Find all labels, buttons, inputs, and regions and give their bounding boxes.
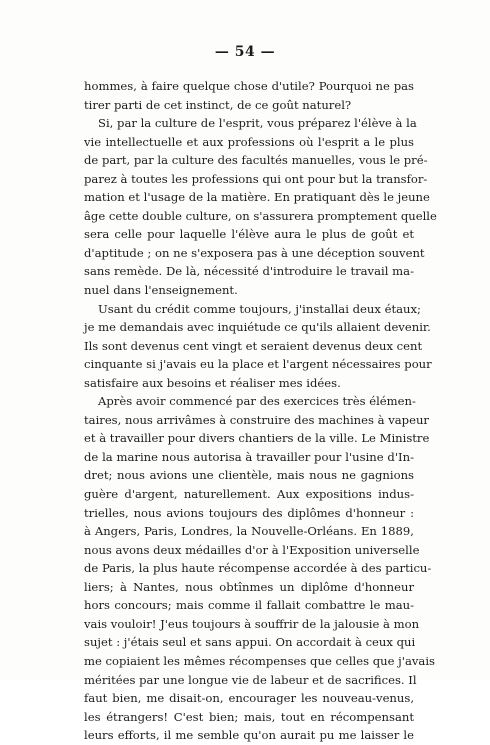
text-line: sujet : j'étais seul et sans appui. On accordait à ceux qui xyxy=(84,635,416,650)
text-line: taires, nous arrivâmes à construire des machines à vapeur xyxy=(84,412,429,427)
text-line: d'aptitude ; on ne s'exposera pas à une déception souvent xyxy=(84,245,425,260)
text-line: liers; à Nantes, nous obtînmes un diplôme d'honneur xyxy=(84,579,414,594)
text-line: guère d'argent, naturellement. Aux expositions indus- xyxy=(84,487,414,502)
text-line: Si, par la culture de l'esprit, vous préparez l'élève à la xyxy=(98,116,417,131)
text-line: hommes, à faire quelque chose d'utile? Pourquoi ne pas xyxy=(84,79,414,93)
text-line: sans remède. De là, nécessité d'introduire le travail ma- xyxy=(84,264,414,279)
text-line: Après avoir commencé par des exercices très élémen- xyxy=(98,394,416,409)
text-line: satisfaire aux besoins et réaliser mes idées. xyxy=(84,375,341,390)
text-line: Ils sont devenus cent vingt et seraient devenus deux cent xyxy=(84,338,423,353)
text-line: de Paris, la plus haute récompense accordée à des particu- xyxy=(84,561,432,576)
text-line: et à travailler pour divers chantiers de la ville. Le Ministre xyxy=(84,431,430,446)
text-line: vais vouloir! J'eus toujours à souffrir de la jalousie à mon xyxy=(84,616,420,631)
text-line: Usant du crédit comme toujours, j'installai deux étaux; xyxy=(98,301,421,316)
text-line: à Angers, Paris, Londres, la Nouvelle-Orléans. En 1889, xyxy=(84,524,414,539)
text-line: sera celle pour laquelle l'élève aura le plus de goût et xyxy=(84,227,414,242)
text-line: cinquante si j'avais eu la place et l'argent nécessaires pour xyxy=(84,357,432,372)
text-line: me copiaient les mêmes récompenses que celles que j'avais xyxy=(84,653,435,668)
text-line: vie intellectuelle et aux professions où l'esprit a le plus xyxy=(84,134,414,149)
text-line: faut bien, me disait-on, encourager les nouveau-venus, xyxy=(84,691,414,706)
text-line: mation et l'usage de la matière. En pratiquant dès le jeune xyxy=(84,190,430,205)
body-text xyxy=(84,77,437,745)
text-line: les étrangers! C'est bien; mais, tout en récompensant xyxy=(84,709,414,724)
text-line: hors concours; mais comme il fallait combattre le mau- xyxy=(84,598,414,613)
text-line: de la marine nous autorisa à travailler pour l'usine d'In- xyxy=(84,449,414,464)
text-line: leurs efforts, il me semble qu'on aurait pu me laisser le xyxy=(84,728,414,743)
text-line: je me demandais avec inquiétude ce qu'ils allaient devenir. xyxy=(84,320,431,335)
text-line: de part, par la culture des facultés manuelles, vous le pré- xyxy=(84,153,428,168)
text-line: âge cette double culture, on s'assurera promptement quelle xyxy=(84,208,437,223)
text-line: tirer parti de cet instinct, de ce goût naturel? xyxy=(84,97,352,112)
text-line: dret; nous avions une clientèle, mais nous ne gagnions xyxy=(84,468,414,483)
text-line: nous avons deux médailles d'or à l'Exposition universelle xyxy=(84,542,420,557)
text-line: trielles, nous avions toujours des diplômes d'honneur : xyxy=(84,505,414,520)
page-number: — 54 — xyxy=(214,44,276,60)
text-line: nuel dans l'enseignement. xyxy=(84,283,238,298)
text-line: méritées par une longue vie de labeur et de sacrifices. Il xyxy=(84,672,417,687)
text-line: parez à toutes les professions qui ont pour but la transfor- xyxy=(84,171,428,186)
